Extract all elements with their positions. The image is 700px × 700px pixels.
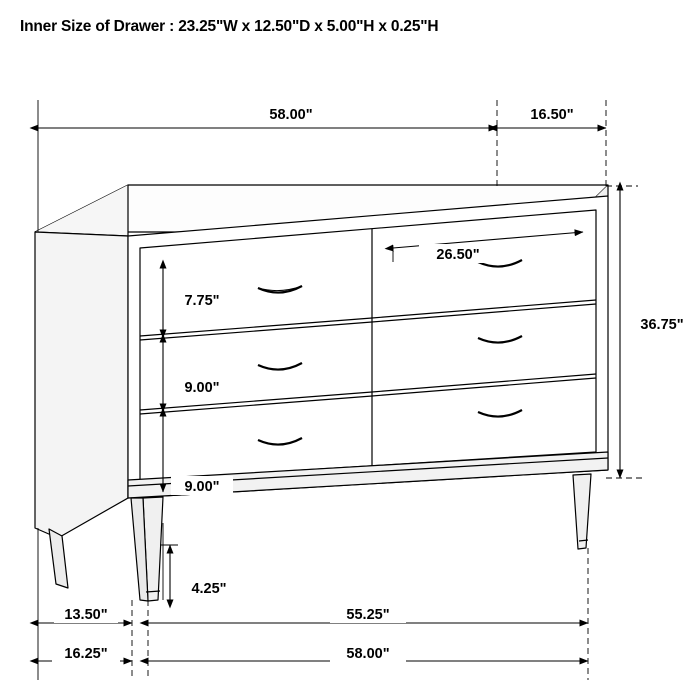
label-drawer-h-top: 7.75" [184, 293, 220, 309]
label-top-width-main: 58.00" [269, 107, 313, 123]
label-bottom-depth: 16.25" [64, 646, 108, 662]
leg-back-left [49, 529, 68, 588]
leg-front-right [573, 474, 591, 549]
page-title: Inner Size of Drawer : 23.25"W x 12.50"D x 5.00"H x 0.25"H [20, 18, 439, 35]
dresser-illustration [35, 185, 608, 601]
dresser-top-left-edge [35, 185, 128, 236]
label-leg-height: 4.25" [191, 581, 227, 597]
label-bottom-width: 58.00" [346, 646, 390, 662]
label-base-width-inner: 55.25" [346, 607, 390, 623]
dresser-front-inner-frame [140, 210, 596, 480]
label-drawer-width: 26.50" [436, 247, 480, 263]
label-overall-height: 36.75" [640, 317, 684, 333]
label-drawer-h-middle: 9.00" [184, 380, 220, 396]
label-drawer-h-bottom: 9.00" [184, 479, 220, 495]
dresser-left-side-panel [35, 232, 128, 538]
label-top-width-side: 16.50" [530, 107, 574, 123]
label-base-depth: 13.50" [64, 607, 108, 623]
